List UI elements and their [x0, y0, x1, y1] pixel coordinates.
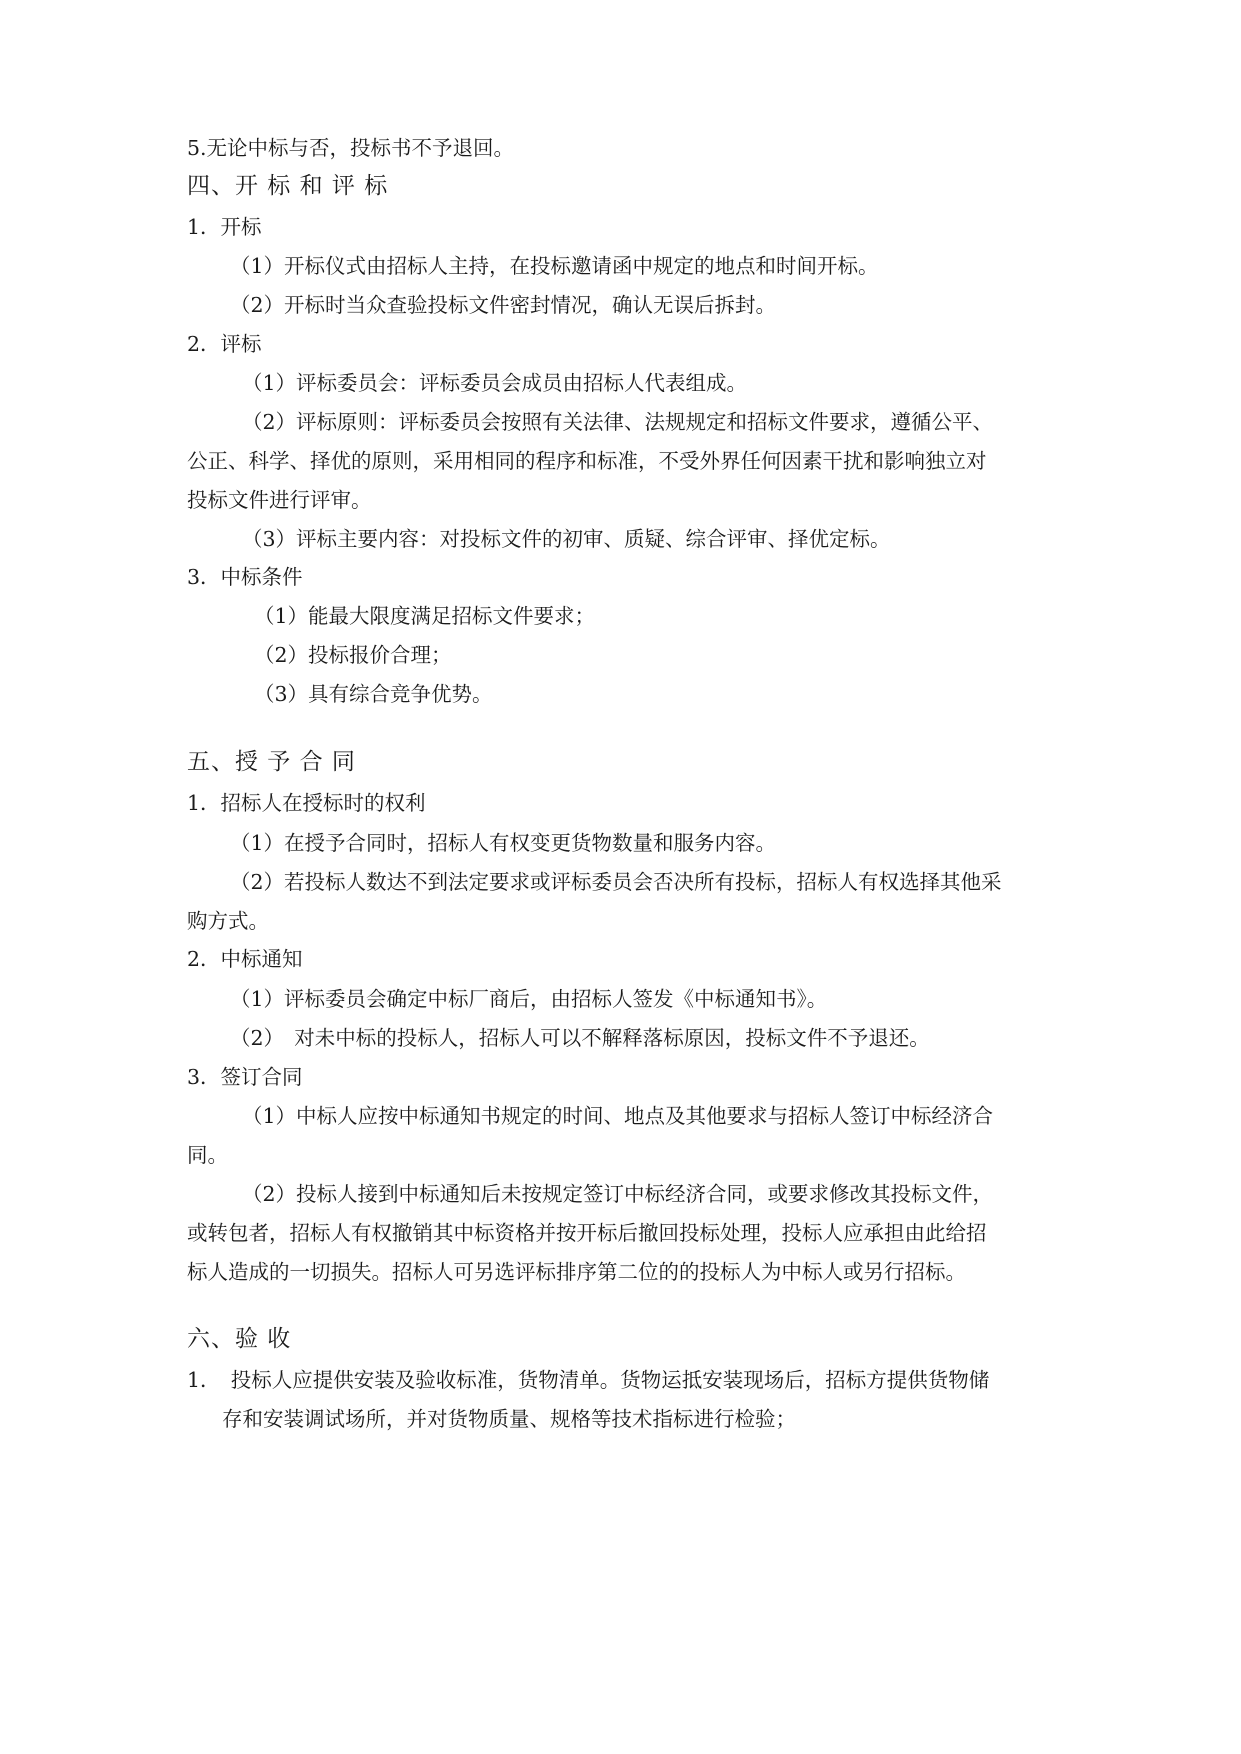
paragraph-line: 投标文件进行评审。: [187, 488, 372, 512]
section-heading-opening-evaluation: 四、开 标 和 评 标: [187, 173, 389, 199]
list-item: （3）具有综合竞争优势。: [254, 682, 493, 706]
subsection-rights: 1．招标人在授标时的权利: [187, 791, 426, 815]
subsection-award-conditions: 3．中标条件: [187, 565, 303, 589]
subsection-sign-contract: 3．签订合同: [187, 1065, 303, 1089]
list-item: （2）投标报价合理；: [254, 643, 452, 667]
paragraph-line: 标人造成的一切损失。招标人可另选评标排序第二位的的投标人为中标人或另行招标。: [187, 1260, 966, 1284]
subsection-opening: 1．开标: [187, 215, 262, 239]
paragraph-line: （1）在授予合同时，招标人有权变更货物数量和服务内容。: [230, 831, 777, 855]
list-item: （1）能最大限度满足招标文件要求；: [254, 604, 596, 628]
paragraph-line: （1）评标委员会确定中标厂商后，由招标人签发《中标通知书》。: [230, 987, 828, 1011]
subsection-award-notice: 2．中标通知: [187, 947, 303, 971]
paragraph-line: （2）评标原则：评标委员会按照有关法律、法规规定和招标文件要求，遵循公平、: [242, 410, 994, 434]
paragraph-line: 存和安装调试场所，并对货物质量、规格等技术指标进行检验；: [222, 1407, 796, 1431]
section-heading-acceptance: 六、验 收: [187, 1326, 292, 1352]
paragraph-line: （3）评标主要内容：对投标文件的初审、质疑、综合评审、择优定标。: [242, 527, 891, 551]
paragraph-line: 或转包者，招标人有权撤销其中标资格并按开标后撤回投标处理，投标人应承担由此给招: [187, 1221, 987, 1245]
paragraph-line: 1． 投标人应提供安装及验收标准，货物清单。货物运抵安装现场后，招标方提供货物储: [187, 1368, 990, 1392]
paragraph-line: 同。: [187, 1143, 228, 1167]
paragraph-line: （1）开标仪式由招标人主持，在投标邀请函中规定的地点和时间开标。: [230, 254, 879, 278]
paragraph-line: （2） 对未中标的投标人，招标人可以不解释落标原因，投标文件不予退还。: [230, 1026, 930, 1050]
paragraph-line: （1）中标人应按中标通知书规定的时间、地点及其他要求与招标人签订中标经济合: [242, 1104, 994, 1128]
section-heading-contract-award: 五、授 予 合 同: [187, 749, 356, 775]
paragraph-line: （2）开标时当众查验投标文件密封情况，确认无误后拆封。: [230, 293, 777, 317]
subsection-evaluation: 2．评标: [187, 332, 262, 356]
paragraph-line: （2）若投标人数达不到法定要求或评标委员会否决所有投标，招标人有权选择其他采: [230, 870, 1002, 894]
closing-note: 5.无论中标与否，投标书不予退回。: [187, 136, 515, 160]
paragraph-line: 公正、科学、择优的原则，采用相同的程序和标准，不受外界任何因素干扰和影响独立对: [187, 449, 987, 473]
paragraph-line: （2）投标人接到中标通知后未按规定签订中标经济合同，或要求修改其投标文件，: [242, 1182, 994, 1206]
paragraph-line: （1）评标委员会：评标委员会成员由招标人代表组成。: [242, 371, 748, 395]
paragraph-line: 购方式。: [187, 909, 269, 933]
